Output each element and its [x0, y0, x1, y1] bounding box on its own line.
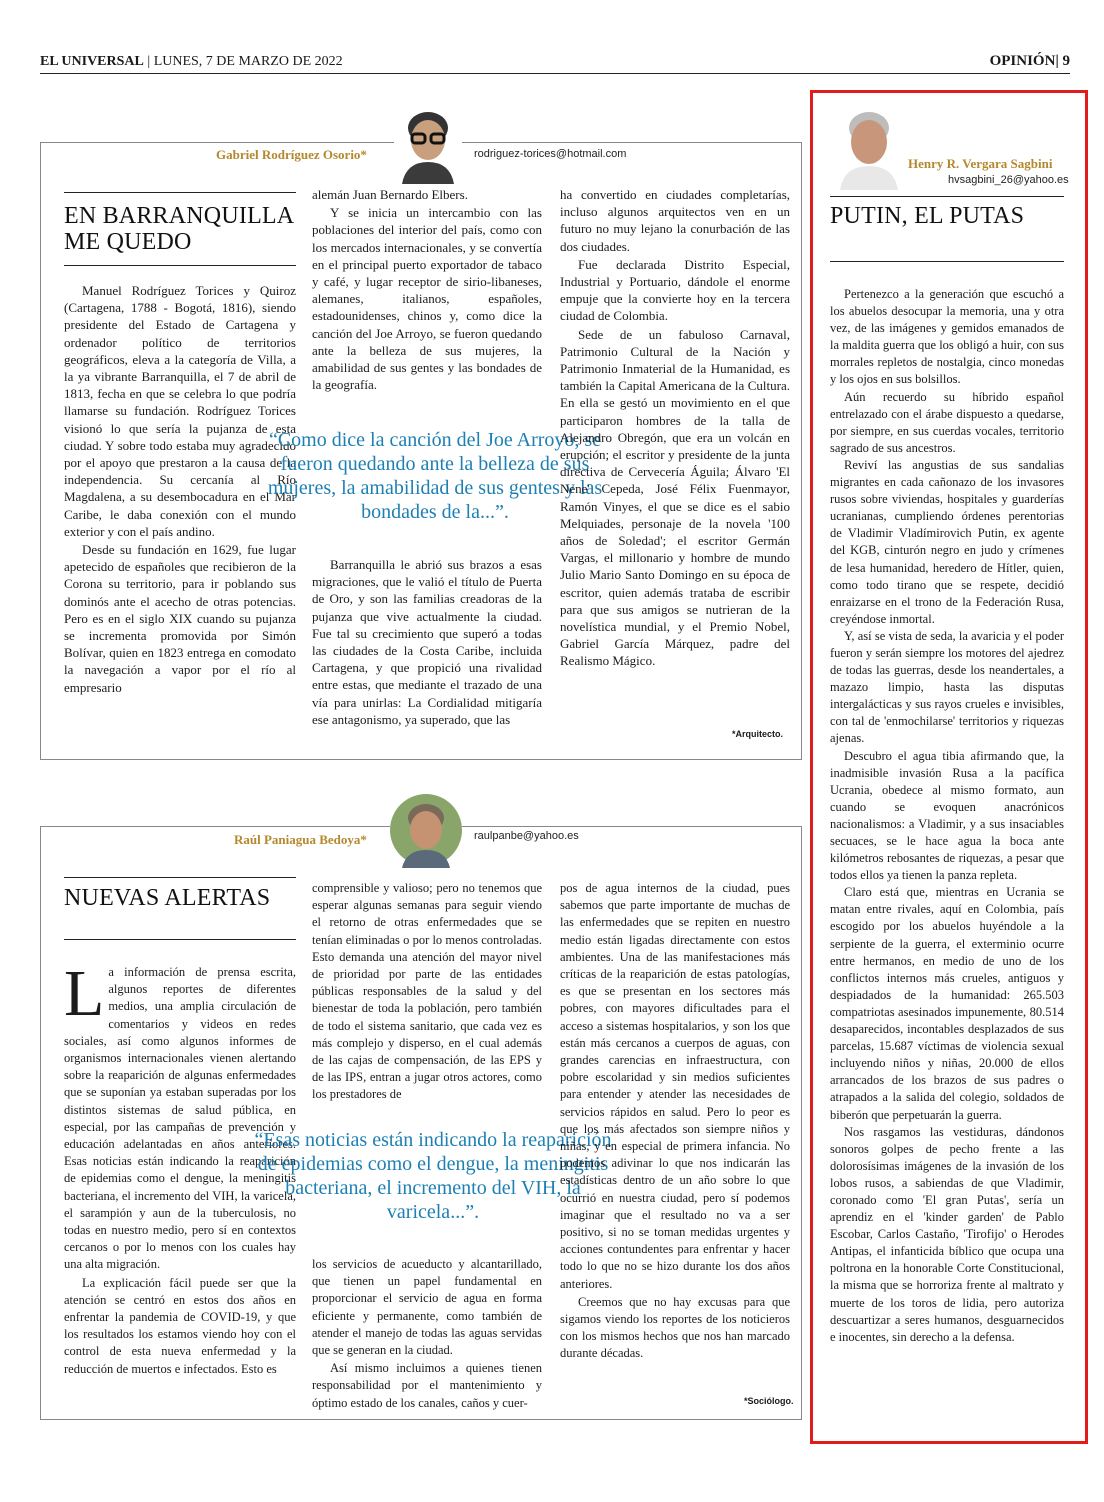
title-rule [64, 265, 296, 266]
pull-quote: “Como dice la canción del Joe Arroyo, se fueron quedando ante la belleza de sus mujeres, la amabilidad de sus gentes y las bondades de la...”. [267, 429, 603, 523]
section-label: OPINIÓN| 9 [989, 53, 1070, 69]
paragraph: Y, así se vista de seda, la avaricia y el poder fueron y serán siempre los motores del ajedrez de todas las guerras, desde los neandertales, a mazazo limpio, hasta las disputas intergalácticas y sus rayos crueles e invisibles, con tal de 'enmochilarse' territorios y riquezas ajenas. [830, 628, 1064, 746]
title-rule [830, 196, 1064, 197]
paragraph: Nos rasgamos las vestiduras, dándonos sonoros golpes de pecho frente a las dolorosísimas imágenes de la invasión de los lobos rusos, a sabiendas de que Vladimir, coronado como 'El gran Putas', sería un aprendiz en el 'kinder garden' de Pablo Escobar, Carlos Castaño, 'Tirofijo' o Herodes Antipas, el infanticida bíblico que ocupa una poltrona en la honorable Corte Constitucional, la misma que se horroriza frente al maltrato y muerte de los toros de lidia, pero autoriza descuartizar a seres humanos, desguarnecidos e inocentes, sin derecho a la defensa. [830, 1124, 1064, 1344]
article-column [560, 880, 790, 1392]
article-title [64, 203, 304, 255]
article-column [312, 186, 542, 404]
author-portrait-icon [834, 106, 904, 190]
article-column [312, 556, 542, 744]
paragraph: Desde su fundación en 1629, fue lugar apetecido de españoles que recibieron de la Corona su territorio, para ir poblando sus dominós ante el acecho de otras potencias. Pero es en el siglo XIX cuando su pujanza se incrementa promovida por Simón Bolívar, quien en 1823 entrega en comodato la navegación a vapor por el río al empresario [64, 542, 296, 695]
title-rule [64, 192, 296, 193]
paragraph: comprensible y valioso; pero no tenemos que esperar algunas semanas para seguir viendo el retorno de otras enfermedades que se tenían eliminadas o por lo menos controladas. Esto demanda una atención del mayor nivel de prioridad por parte de las entidades públicas responsables de la salud y del bienestar de toda la población, pero también de todo el sistema sanitario, que cada vez es más complejo y disperso, en el cual además de las cajas de compensación, de las EPS y de las IPS, entran a jugar otros actores, como los prestadores de [312, 881, 542, 1102]
title-rule [830, 261, 1064, 262]
author-email[interactable]: raulpanbe@yahoo.es [474, 830, 579, 842]
author-portrait-icon [394, 108, 462, 184]
author-name: Raúl Paniagua Bedoya* [234, 832, 367, 847]
title-rule [64, 939, 296, 940]
paragraph: a información de prensa escrita, algunos reportes de diferentes medios, una amplia circulación de comentarios y videos en redes sociales, así como algunos informes de organismos internacionales vienen alertando sobre la reaparición de algunas enfermedades que se suponían ya estaban superadas por los distintos sistemas de salud pública, en especial, por las campañas de prevención y educación adelantadas en años anteriores. Esas noticias están indicando la reaparición de epidemias como el dengue, la meningitis bacteriana, el incremento del VIH, la varicela, el sarampión y aun de la tuberculosis, no todas en nuestro medio, pero sí en contextos cercanos o por lo menos con los cuales hay una alta migración. [64, 965, 296, 1272]
article-column [312, 880, 542, 1102]
paragraph: ha convertido en ciudades completarías, incluso algunos arquitectos ven en un futuro no muy lejano la conurbación de las dos ciudades. [560, 187, 790, 254]
paragraph: La explicación fácil puede ser que la atención se centró en estos dos años en enfrentar la pandemia de COVID-19, y que los resultados los estamos viendo hoy con el control de esta nueva enfermedad y la reducción de muertos e infectados. Esto es [64, 1275, 296, 1376]
author-photo [834, 106, 904, 190]
paragraph: pos de agua internos de la ciudad, pues sabemos que parte importante de muchas de las enfermedades que se repiten en nuestro medio están ligadas directamente con estos ambientes. Una de las manifestaciones más críticas de la reaparición de estas patologías, es que se presentan en los sectores más pobres, con mayores dificultades para el acceso a sistemas hospitalarios, y son los que están más cercanos a cuerpos de aguas, con grandes carencias en infraestructura, con pobre escolaridad y sin medios suficientes para entender y atender las necesidades de servicios rápidos en salud. Pero lo peor es que los más afectados son siempre niños y niñas, y en especial de primera infancia. No podemos adivinar lo que nos indicarán las estadísticas dentro de un año sobre lo que ocurrió en nuestra ciudad, pero sí podemos imaginar que el resultado no va a ser positivo, si no se toman medidas urgentes y acciones contundentes para enfrentar y hacer todo lo que no se hizo durante los dos años anteriores. [560, 881, 790, 1291]
paragraph: Fue declarada Distrito Especial, Industrial y Portuario, dándole el enorme empuje que la convierte hoy en la tercera ciudad de Colombia. [560, 256, 790, 324]
paragraph: Y se inicia un intercambio con las poblaciones del interior del país, como con los mercados internacionales, y se convertía en el principal puerto exportador de tabaco y café, y lugar receptor de sirio-libaneses, alemanes, italianos, españoles, estadounidenses, chinos y, como dice la canción del Joe Arroyo, se fueron quedando ante la belleza de sus mujeres, la amabilidad de sus gentes y las bondades de la geografía. [312, 205, 542, 393]
title-rule [64, 877, 296, 878]
article-column [312, 1256, 542, 1410]
article-title: PUTIN, EL PUTAS [830, 203, 1025, 229]
paragraph: Descubro el agua tibia afirmando que, la inadmisible invasión Rusa a la pacífica Ucrania, obedece al mismo formato, aun cuando se evoquen anacrónicos nacionalismos: a Vladimir, y a sus insaciables secuaces, se le hace agua la boca ante kilómetros rebosantes de riquezas, a pesar que todos ellos ya tienen la panza repleta. [830, 748, 1064, 883]
title-line: EN BARRANQUILLA [64, 203, 295, 229]
page-number: 9 [1062, 53, 1070, 69]
author-signature: *Sociólogo. [744, 1396, 794, 1406]
paragraph: Así mismo incluimos a quienes tienen responsabilidad por el mantenimiento y óptimo estado de los canales, caños y cuer- [312, 1361, 542, 1410]
page-header [40, 50, 1070, 74]
author-photo [390, 792, 462, 868]
issue-date: LUNES, 7 DE MARZO DE 2022 [153, 54, 343, 69]
title-line: ME QUEDO [64, 229, 192, 255]
pull-quote: “Esas noticias están indicando la reaparición de epidemias como el dengue, la meningitis bacteriana, el incremento del VIH, la varicela...”. [254, 1129, 612, 1223]
author-portrait-icon [390, 792, 462, 868]
paragraph: Sede de un fabuloso Carnaval, Patrimonio Cultural de la Nación y Patrimonio Inmaterial de la Humanidad, es también la Capital Americana de la Cultura. En ella se gestó un movimiento en el que participaron hombres de la talla de Alejandro Obregón, que era un volcán en erupción; el escritor y presidente de la junta directiva de Cervecería Águila; Álvaro 'El Nene' Cepeda, José Félix Fuenmayor, Ramón Vinyes, el que se dice es el sabio Melquiades, personaje de la novela '100 años de Soledad'; el escritor Germán Vargas, el millonario y hombre de mundo Julio Mario Santo Domingo en su época de escritor, quien además trataba de escribir para que sus amigos se nutrieran de la novelística mundial, y el Premio Nobel, Gabriel García Márquez, padre del Realismo Mágico. [560, 326, 790, 669]
paragraph: Reviví las angustias de sus sandalias migrantes en cada cañonazo de los invasores rusos sobre viviendas, hospitales y guarderías ucranianas, cumpliendo órdenes perentorias de Vladimir Vladímirovich Putin, ex agente del KGB, cinturón negro en judo y crímenes de lesa humanidad, heredero de Hítler, quien, como todo tirano que se respete, decidió enraizarse en el trono de la Federación Rusa, creyéndose inmortal. [830, 457, 1064, 626]
article-column [830, 286, 1064, 1396]
paragraph: Aún recuerdo su híbrido español entrelazado con el árabe dispuesto a quedarse, por siempre, en sus cuerdas vocales, territorio sagrado de sus ancestros. [830, 389, 1064, 455]
author-photo [394, 108, 462, 184]
paragraph: Barranquilla le abrió sus brazos a esas migraciones, que le valió el título de Puerta de Oro, y son las familias creadoras de la pujanza que vive actualmente la ciudad. Fue tal su crecimiento que superó a todas las ciudades de la Costa Caribe, incluida Cartagena, y que propició una rivalidad entre estas, que mediante el trazado de una vía para unirlas: La Cordialidad mitigaría ese antagonismo, ya superado, que las [312, 557, 542, 727]
masthead: EL UNIVERSAL | LUNES, 7 DE MARZO DE 2022 [40, 54, 343, 69]
author-name: Gabriel Rodríguez Osorio* [216, 147, 367, 162]
section-name: OPINIÓN [989, 53, 1056, 69]
author-signature: *Arquitecto. [732, 729, 784, 739]
paper-name: EL UNIVERSAL [40, 54, 144, 69]
paragraph: Creemos que no hay excusas para que sigamos viendo los reportes de los noticieros con los mismos hechos que nos han marcado durante décadas. [560, 1294, 790, 1361]
author-email[interactable]: hvsagbini_26@yahoo.es [948, 174, 1069, 186]
paragraph: los servicios de acueducto y alcantarillado, que tienen un papel fundamental en proporcionar el servicio de agua en forma eficiente y permanente, como también de atender el manejo de todas las aguas servidas que se generan en la ciudad. [312, 1257, 542, 1358]
paragraph: Pertenezco a la generación que escuchó a los abuelos desocupar la memoria, una y otra vez, de las imágenes y gemidos emanados de la maldita guerra que los obligó a huir, con sus morrales repletos de nostalgia, cinco monedas y los ojos en sus bolsillos. [830, 287, 1064, 387]
article-title: NUEVAS ALERTAS [64, 885, 271, 911]
paragraph: alemán Juan Bernardo Elbers. [312, 187, 468, 202]
author-name: Henry R. Vergara Sagbini [908, 156, 1053, 171]
article-column [560, 186, 790, 724]
paragraph: Manuel Rodríguez Torices y Quiroz (Cartagena, 1788 - Bogotá, 1816), siendo presidente del Estado de Cartagena y ordenador político de territorios geográficos, eleva a la categoría de Villa, a la ya vibrante Barranquilla, el 7 de abril de 1813, fecha en que se celebra lo que podría llamarse su fundación. Rodríguez Torices visionó lo que sería la pujanza de esta ciudad. Y sobre todo estaba muy agradecido por el apoyo que prestaron a la causa de la independencia. Su cercanía al Río Magdalena, a su desembocadura en el Mar Caribe, le daba conexión con el mundo exterior y con el país andino. [64, 283, 296, 539]
author-email[interactable]: rodriguez-torices@hotmail.com [474, 148, 627, 160]
drop-cap: L [64, 964, 105, 1030]
paragraph: Claro está que, mientras en Ucrania se matan entre rivales, aquí en Colombia, país escogido por los abuelos huyéndole a la serpiente de la guerra, el exterminio ocurre entre hermanos, en medio de uno de los conflictos internos más crueles, antiguos y despiadados de la humanidad: 265.503 compatriotas asesinados impunemente, 80.514 desaparecidos, incontables desplazados de sus parcelas, 15.687 víctimas de violencia sexual incluyendo niños y niñas, 20.000 de ellos arrancados de los brazos de sus padres o atrapados a la salida del colegio, soldados de biberón que perpetuarán la guerra. [830, 885, 1064, 1122]
